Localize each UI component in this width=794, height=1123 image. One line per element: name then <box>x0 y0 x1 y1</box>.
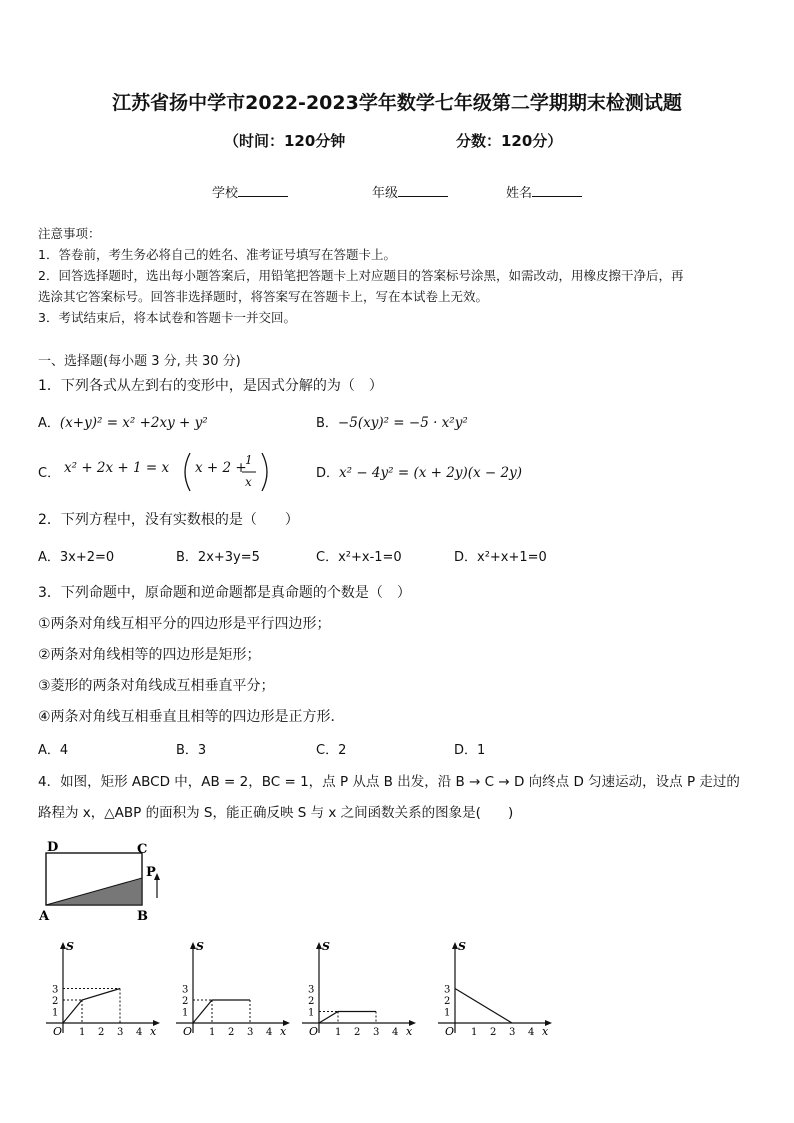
y-tick-label: 1 <box>52 1007 59 1019</box>
x-tick-label: 3 <box>509 1027 516 1038</box>
q3-statement-3: ③菱形的两条对角线成互相垂直平分； <box>38 678 275 694</box>
note-2b: 选涂其它答案标号。回答非选择题时，将答案写在答题卡上，写在本试卷上无效。 <box>38 289 489 304</box>
x-tick-label: 1 <box>79 1027 86 1038</box>
y-tick-label: 1 <box>308 1007 315 1019</box>
x-tick-label: 2 <box>354 1027 361 1038</box>
function-graph-line <box>63 989 120 1024</box>
function-graph-line <box>319 1012 376 1024</box>
q2-option-c[interactable]: C．x²+x-1=0 <box>316 550 402 565</box>
school-field[interactable] <box>212 182 288 201</box>
q1-stem: 1．下列各式从左到右的变形中，是因式分解的为（ ） <box>38 378 383 394</box>
q1-option-d[interactable] <box>316 462 522 481</box>
origin-label: O <box>53 1025 63 1038</box>
name-field[interactable] <box>506 182 582 201</box>
q3-option-a[interactable]: A．4 <box>38 743 69 758</box>
q1-c-left: x² + 2x + 1 = x <box>64 460 170 476</box>
q3-option-d[interactable]: D．1 <box>454 743 486 758</box>
x-tick-label: 3 <box>117 1027 124 1038</box>
graph-option-4[interactable] <box>430 938 556 1038</box>
x-axis-label: x <box>280 1025 287 1038</box>
q1-a-label: A． <box>38 416 60 431</box>
q4-stem-line2: 路程为 x，△ABP 的面积为 S，能正确反映 S 与 x 之间函数关系的图象是( ) <box>38 805 514 821</box>
label-d: D <box>47 840 59 855</box>
exam-title: 江苏省扬中学市2022-2023学年数学七年级第二学期期末检测试题 <box>112 92 682 114</box>
y-tick-label: 2 <box>52 996 59 1007</box>
y-tick-label: 3 <box>444 984 451 996</box>
q2-stem: 2．下列方程中，没有实数根的是（ ） <box>38 512 299 528</box>
name-label: 姓名 <box>506 186 533 201</box>
note-3: 3．考试结束后，将本试卷和答题卡一并交回。 <box>38 310 296 325</box>
y-tick-label: 2 <box>444 996 451 1007</box>
q1-option-a[interactable] <box>38 412 208 431</box>
label-b: B <box>137 909 148 924</box>
school-label: 学校 <box>212 186 239 201</box>
s-axis-label: S <box>196 940 204 953</box>
x-tick-label: 4 <box>266 1027 273 1038</box>
q3-statement-4: ④两条对角线互相垂直且相等的四边形是正方形． <box>38 709 345 725</box>
y-tick-label: 3 <box>308 984 315 996</box>
x-tick-label: 4 <box>136 1027 143 1038</box>
section-heading: 一、选择题(每小题 3 分, 共 30 分) <box>38 354 241 369</box>
q3-stem: 3．下列命题中，原命题和逆命题都是真命题的个数是（ ） <box>38 585 411 601</box>
rectangle-figure <box>38 838 168 928</box>
origin-label: O <box>309 1025 319 1038</box>
q1-b-expr: −5(xy)² = −5 · x²y² <box>337 415 468 431</box>
y-tick-label: 2 <box>182 996 189 1007</box>
origin-label: O <box>445 1025 455 1038</box>
x-axis-label: x <box>542 1025 549 1038</box>
grade-label: 年级 <box>372 186 399 201</box>
notes-heading: 注意事项： <box>38 226 101 241</box>
school-blank <box>238 184 288 197</box>
q2-option-a[interactable]: A．3x+2=0 <box>38 550 115 565</box>
q1-c-denominator: x <box>245 475 252 489</box>
x-tick-label: 3 <box>373 1027 380 1038</box>
x-tick-label: 1 <box>209 1027 216 1038</box>
q1-d-expr: x² − 4y² = (x + 2y)(x − 2y) <box>339 465 522 481</box>
function-graph-line <box>193 1000 250 1023</box>
x-axis-label: x <box>150 1025 157 1038</box>
x-tick-label: 4 <box>392 1027 399 1038</box>
grade-field[interactable] <box>372 182 448 201</box>
q2-option-d[interactable]: D．x²+x+1=0 <box>454 550 547 565</box>
x-tick-label: 3 <box>247 1027 254 1038</box>
q1-b-label: B． <box>316 416 338 431</box>
q2-option-b[interactable]: B．2x+3y=5 <box>176 550 260 565</box>
label-c: C <box>137 842 148 857</box>
q1-d-label: D． <box>316 466 340 481</box>
y-tick-label: 3 <box>182 984 189 996</box>
note-1: 1．答卷前，考生务必将自己的姓名、准考证号填写在答题卡上。 <box>38 247 396 262</box>
y-tick-label: 2 <box>308 996 315 1007</box>
y-tick-label: 3 <box>52 984 59 996</box>
q1-option-b[interactable] <box>316 412 468 431</box>
label-a: A <box>39 909 50 924</box>
q3-statement-1: ①两条对角线互相平分的四边形是平行四边形； <box>38 616 331 632</box>
x-tick-label: 2 <box>98 1027 105 1038</box>
graph-option-3[interactable] <box>294 938 420 1038</box>
origin-label: O <box>183 1025 193 1038</box>
s-axis-label: S <box>458 940 466 953</box>
triangle-abp <box>46 878 142 905</box>
y-tick-label: 1 <box>182 1007 189 1019</box>
q4-stem-line1: 4．如图，矩形 ABCD 中，AB = 2，BC = 1，点 P 从点 B 出发，沿 B → C → D 向终点 D 匀速运动，设点 P 走过的 <box>38 774 740 790</box>
q3-option-c[interactable]: C．2 <box>316 743 347 758</box>
q1-c-label: C． <box>38 466 61 481</box>
x-tick-label: 1 <box>471 1027 478 1038</box>
function-graph-line <box>455 989 512 1024</box>
x-tick-label: 4 <box>528 1027 535 1038</box>
grade-blank <box>398 184 448 197</box>
x-axis-label: x <box>406 1025 413 1038</box>
q1-c-numerator: 1 <box>245 453 253 467</box>
s-axis-label: S <box>66 940 74 953</box>
q3-option-b[interactable]: B．3 <box>176 743 207 758</box>
exam-time: （时间：120分钟 <box>224 132 346 150</box>
q1-a-expr: (x+y)² = x² +2xy + y² <box>59 415 208 431</box>
q3-statement-2: ②两条对角线相等的四边形是矩形； <box>38 647 261 663</box>
y-tick-label: 1 <box>444 1007 451 1019</box>
s-axis-label: S <box>322 940 330 953</box>
note-2a: 2．回答选择题时，选出每小题答案后，用铅笔把答题卡上对应题目的答案标号涂黑，如需改动，用橡皮擦干净后，再 <box>38 268 684 283</box>
q1-c-inner: x + 2 + <box>195 460 247 476</box>
x-tick-label: 2 <box>490 1027 497 1038</box>
graph-option-2[interactable] <box>168 938 294 1038</box>
exam-score: 分数：120分） <box>456 132 563 150</box>
label-p: P <box>146 865 156 880</box>
name-blank <box>532 184 582 197</box>
x-tick-label: 2 <box>228 1027 235 1038</box>
graph-option-1[interactable] <box>38 938 164 1038</box>
x-tick-label: 1 <box>335 1027 342 1038</box>
